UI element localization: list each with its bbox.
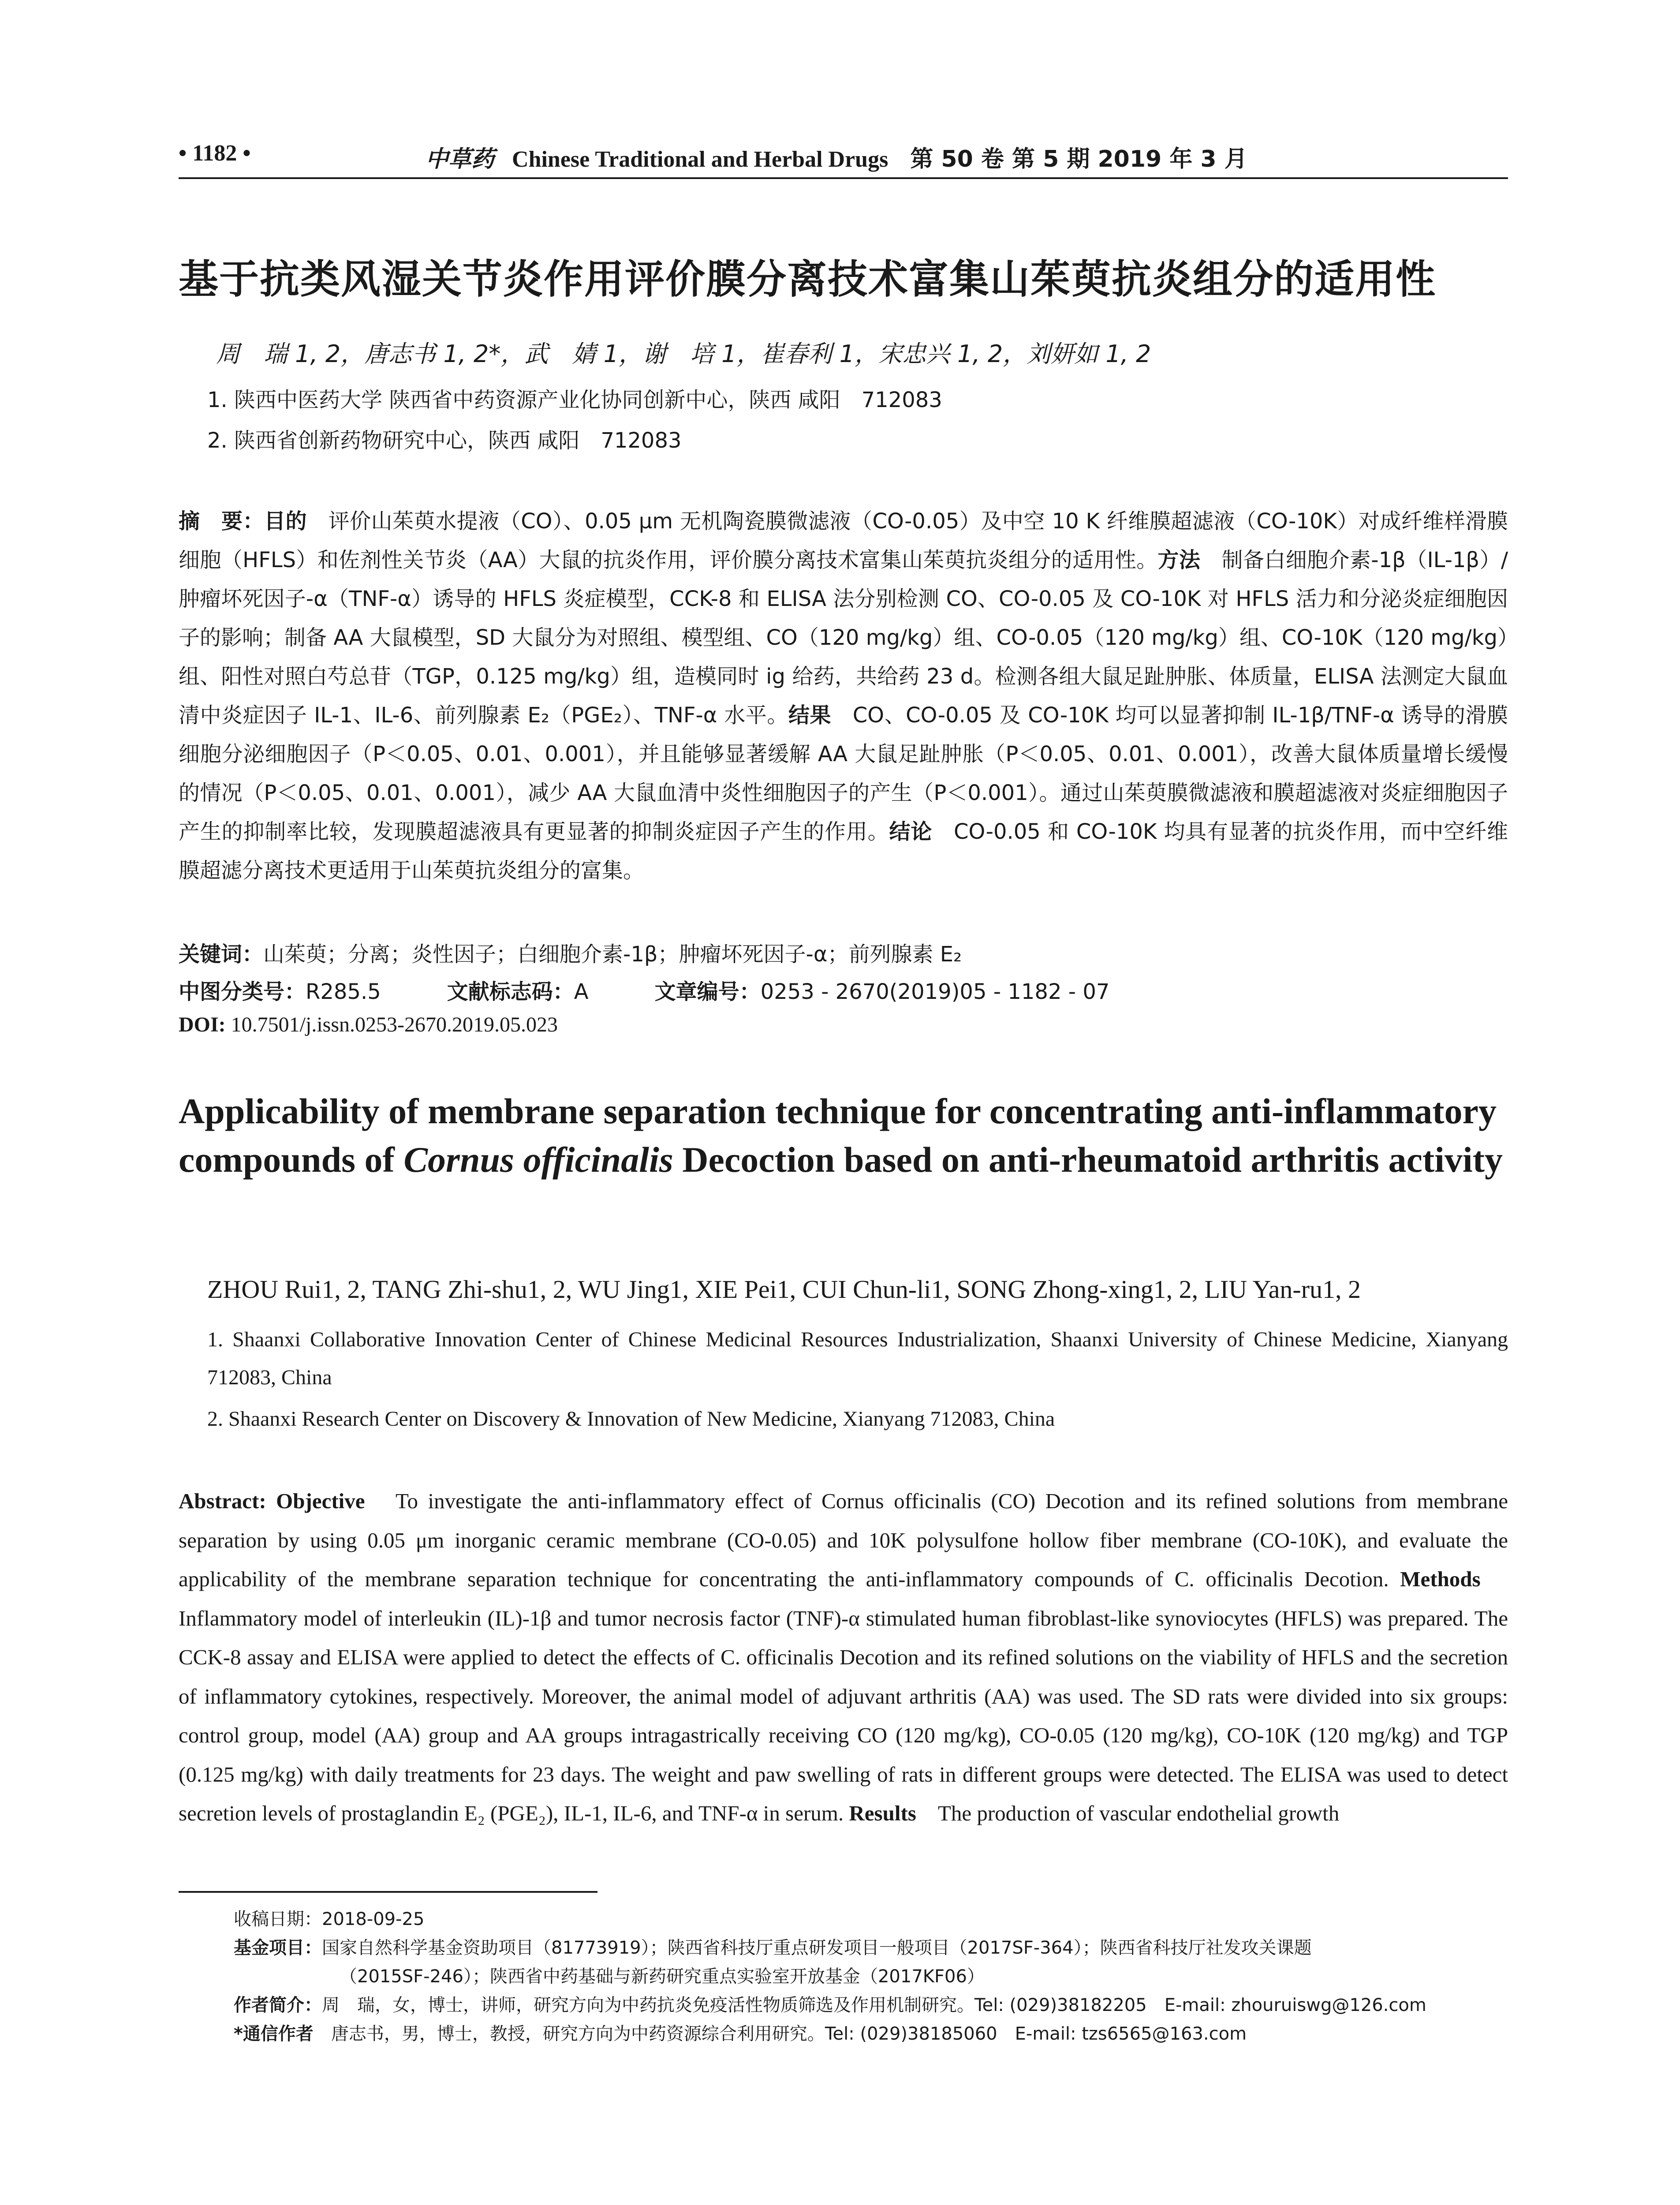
en-results-text: The production of vascular endothelial growth xyxy=(916,1801,1340,1825)
en-methods-text: Inflammatory model of interleukin (IL)-1β and tumor necrosis factor (TNF)-α stimulated human fibroblast-like synoviocytes (HFLS) was prepared. The CCK-8 assay and ELISA were applied to detect the effects of C. officinalis Decotion and its refined solutions on the viability of HFLS and the secretion of inflammatory cytokines, respectively. Moreover, the animal model of adjuvant arthritis (AA) was used. The SD rats were divided into six groups: control group, model (AA) group and AA groups intragastrically receiving CO (120 mg/kg), CO-0.05 (120 mg/kg), CO-10K (120 mg/kg) and TGP (0.125 mg/kg) with daily treatments for 23 days. The weight and paw swelling of rats in different groups were detected. The ELISA was used to detect secretion levels of prostaglandin E₂ (PGE₂), IL-1, IL-6, and TNF-α in serum. xyxy=(179,1567,1508,1825)
corresponding-text: 唐志书，男，博士，教授，研究方向为中药资源综合利用研究。Tel: (029)38185060 E-mail: tzs6565@163.com xyxy=(313,2024,1247,2044)
doc-code-field xyxy=(447,979,589,1004)
corresponding-label: *通信作者 xyxy=(234,2024,314,2044)
journal-issue: 第 50 卷 第 5 期 2019 年 3 月 xyxy=(910,146,1247,172)
doi-line xyxy=(179,1013,558,1037)
en-results-label: Results xyxy=(849,1801,916,1825)
doc-code-label: 文献标志码： xyxy=(447,979,574,1004)
chinese-title: 基于抗类风湿关节炎作用评价膜分离技术富集山茱萸抗炎组分的适用性 xyxy=(179,256,1436,303)
clc-value: R285.5 xyxy=(306,979,381,1004)
article-no-field xyxy=(655,979,1110,1004)
abstract-label: 摘 要： xyxy=(179,509,265,534)
page-number: • 1182 • xyxy=(179,141,251,166)
chinese-affiliation-2: 2. 陕西省创新药物研究中心，陕西 咸阳 712083 xyxy=(207,428,682,453)
methods-text: 制备白细胞介素-1β（IL-1β）/肿瘤坏死因子-α（TNF-α）诱导的 HFLS 炎症模型，CCK-8 和 ELISA 法分别检测 CO、CO-0.05 及 CO-10K 对 HFLS 活力和分泌炎症细胞因子的影响；制备 AA 大鼠模型，SD 大鼠分为对照组、模型组、CO（120 mg/kg）组、CO-0.05（120 mg/kg）组、CO-10K（120 mg/kg）组、阳性对照白芍总苷（TGP，0.125 mg/kg）组，造模同时 ig 给药，共给药 23 d。检测各组大鼠足趾肿胀、体质量，ELISA 法测定大鼠血清中炎症因子 IL-1、IL-6、前列腺素 E₂（PGE₂）、TNF-α 水平。 xyxy=(179,548,1508,728)
article-no-value: 0253 - 2670(2019)05 - 1182 - 07 xyxy=(760,979,1110,1004)
english-affiliation-1: 1. Shaanxi Collaborative Innovation Center of Chinese Medicinal Resources Industrialization, Shaanxi University of Chinese Medicine, Xianyang 712083, China xyxy=(207,1328,1508,1389)
running-header xyxy=(179,140,1508,172)
conclusion-text: CO-0.05 和 CO-10K 均具有显著的抗炎作用，而中空纤维膜超滤分离技术更适用于山茱萸抗炎组分的富集。 xyxy=(179,819,1508,883)
english-abstract xyxy=(179,1482,1508,1833)
author-bio-label: 作者简介： xyxy=(234,1995,322,2015)
author-bio xyxy=(234,1991,1426,2016)
doi-value: 10.7501/j.issn.0253-2670.2019.05.023 xyxy=(225,1013,558,1036)
article-no-label: 文章编号： xyxy=(654,979,761,1004)
results-text: CO、CO-0.05 及 CO-10K 均可以显著抑制 IL-1β/TNF-α 诱导的滑膜细胞分泌细胞因子（P＜0.05、0.01、0.001），并且能够显著缓解 AA 大鼠足趾肿胀（P＜0.05、0.01、0.001），改善大鼠体质量增长缓慢的情况（P＜0.05、0.01、0.001），减少 AA 大鼠血清中炎性细胞因子的产生（P＜0.001）。通过山茱萸膜微滤液和膜超滤液对炎症细胞因子产生的抑制率比较，发现膜超滤液具有更显著的抑制炎症因子产生的作用。 xyxy=(179,703,1508,844)
journal-running-title xyxy=(426,140,1247,173)
author-bio-text: 周 瑞，女，博士，讲师，研究方向为中药抗炎免疫活性物质筛选及作用机制研究。Tel: (029)38182205 E-mail: zhouruiswg@126.com xyxy=(322,1995,1426,2015)
english-affiliation-2: 2. Shaanxi Research Center on Discovery & Innovation of New Medicine, Xianyang 712083, China xyxy=(207,1407,1055,1431)
classification-line xyxy=(179,975,1176,1005)
english-authors: ZHOU Rui1, 2, TANG Zhi-shu1, 2, WU Jing1, XIE Pei1, CUI Chun-li1, SONG Zhong-xing1, 2, LIU Yan-ru1, 2 xyxy=(207,1275,1361,1304)
chinese-abstract xyxy=(179,502,1508,890)
fund-text-1: 国家自然科学基金资助项目（81773919）；陕西省科技厅重点研发项目一般项目（2017SF-364）；陕西省科技厅社发攻关课题 xyxy=(322,1938,1312,1958)
en-abstract-label: Abstract: Objective xyxy=(179,1489,365,1513)
doi-label: DOI: xyxy=(179,1013,226,1036)
doc-code-value: A xyxy=(574,979,589,1004)
keywords-line xyxy=(179,937,962,968)
footnote-rule xyxy=(179,1891,597,1893)
fund-label: 基金项目： xyxy=(234,1938,322,1958)
objective-label: 目的 xyxy=(264,509,307,534)
journal-name: Chinese Traditional and Herbal Drugs xyxy=(512,147,889,172)
corresponding-author xyxy=(234,2020,1247,2045)
chinese-affiliation-1: 1. 陕西中医药大学 陕西省中药资源产业化协同创新中心，陕西 咸阳 712083 xyxy=(207,388,942,412)
en-objective-text: To investigate the anti-inflammatory effect of Cornus officinalis (CO) Decotion and its refined solutions from membrane separation by using 0.05 μm inorganic ceramic membrane (CO-0.05) and 10K polysulfone hollow fiber membrane (CO-10K), and evaluate the applicability of the membrane separation technique for concentrating the anti-inflammatory compounds of C. officinalis Decotion. xyxy=(179,1489,1508,1591)
journal-logo: 中草药 xyxy=(426,146,495,172)
english-title xyxy=(179,1087,1508,1184)
en-methods-label: Methods xyxy=(1400,1567,1481,1591)
fund-line-2: （2015SF-246）；陕西省中药基础与新药研究重点实验室开放基金（2017KF06） xyxy=(340,1966,985,1987)
fund-line-1 xyxy=(234,1934,1312,1959)
english-title-part1: Applicability of membrane separation technique for concentrating anti-inflammatory compounds of xyxy=(179,1091,1497,1180)
objective-text: 评价山茱萸水提液（CO）、0.05 μm 无机陶瓷膜微滤液（CO-0.05）及中空 10 K 纤维膜超滤液（CO-10K）对成纤维样滑膜细胞（HFLS）和佐剂性关节炎（AA）大鼠的抗炎作用，评价膜分离技术富集山茱萸抗炎组分的适用性。 xyxy=(179,509,1508,572)
methods-label: 方法 xyxy=(1157,548,1201,572)
clc-field xyxy=(179,979,381,1004)
header-rule xyxy=(179,177,1508,179)
keywords: 山茱萸；分离；炎性因子；白细胞介素-1β；肿瘤坏死因子-α；前列腺素 E₂ xyxy=(263,942,962,967)
results-label: 结果 xyxy=(788,703,832,728)
chinese-authors: 周 瑞 1, 2，唐志书 1, 2*，武 婧 1，谢 培 1，崔春利 1，宋忠兴 1, 2，刘妍如 1, 2 xyxy=(216,340,1151,368)
english-title-species: Cornus officinalis xyxy=(403,1140,673,1180)
conclusion-label: 结论 xyxy=(889,819,933,844)
keywords-label: 关键词： xyxy=(179,942,264,967)
clc-label: 中图分类号： xyxy=(179,979,306,1004)
english-title-part2: Decoction based on anti-rheumatoid arthritis activity xyxy=(673,1140,1503,1180)
received-date: 收稿日期：2018-09-25 xyxy=(234,1909,425,1929)
